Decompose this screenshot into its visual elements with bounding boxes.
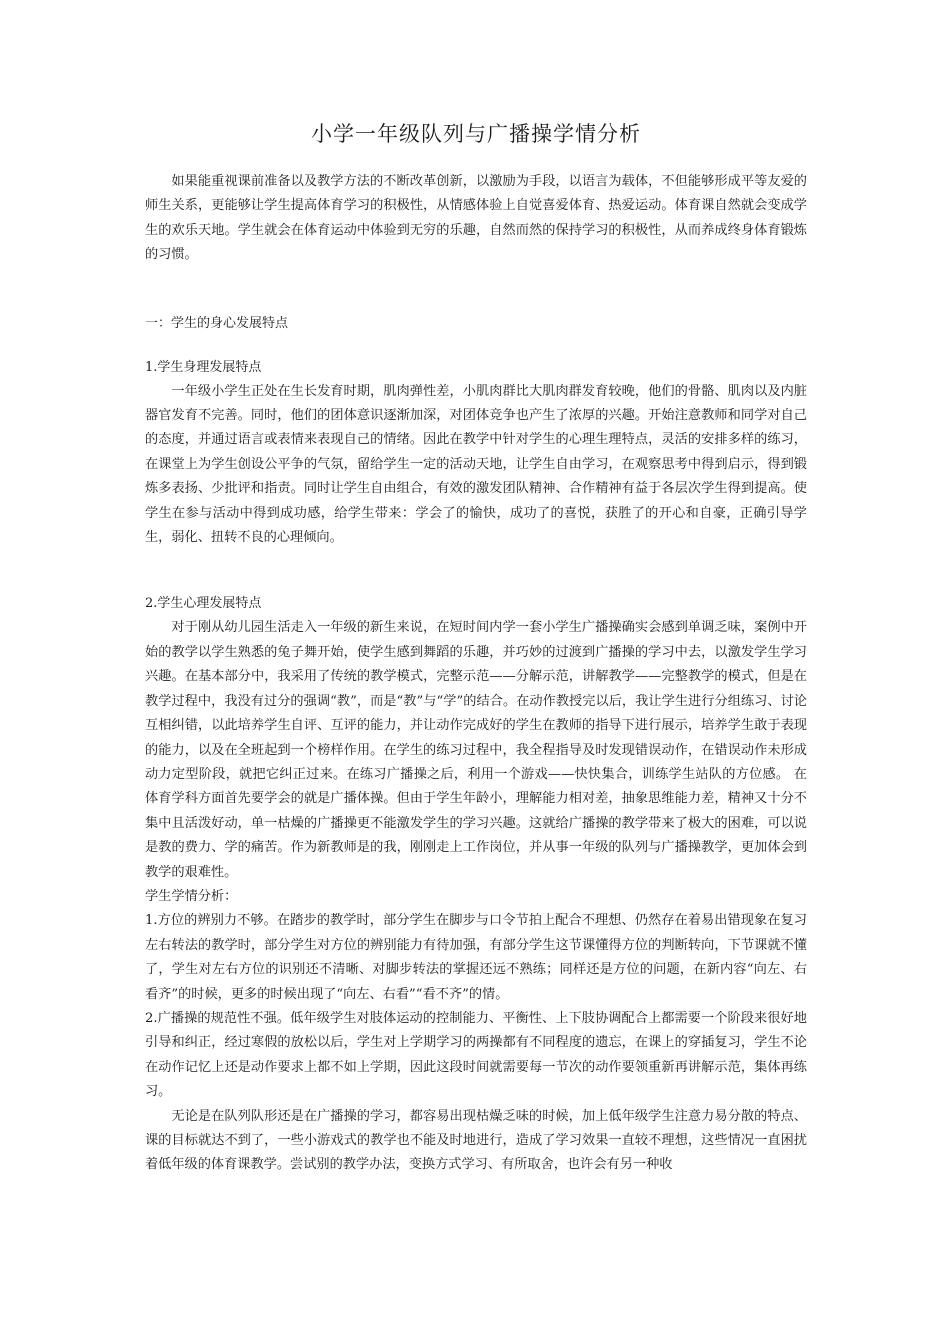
physical-development-paragraph: 一年级小学生正处在生长发育时期，肌肉弹性差，小肌肉群比大肌肉群发育较晚，他们的骨骼、肌肉以及内脏器官发育不完善。同时，他们的团体意识逐渐加深，对团体竞争也产生了浓厚的兴趣。开始注意教师和同学对自己的态度，并通过语言或表情来表现自己的情绪。因此在教学中针对学生的心理生理特点，灵活的安排多样的练习，在课堂上为学生创设公平争的气氛，留给学生一定的活动天地，让学生自由学习，在观察思考中得到启示，得到锻炼多表扬、少批评和指责。同时让学生自由组合，有效的激发团队精神、合作精神有益于各层次学生得到提高。使学生在参与活动中得到成功感，给学生带来：学会了的愉快，成功了的喜悦，获胜了的开心和自豪，正确引导学生，弱化、扭转不良的心理倾向。 [145, 383, 807, 546]
spacer [145, 550, 807, 592]
subsection-heading-physical: 1.学生身理发展特点 [145, 359, 262, 375]
section-heading: 一：学生的身心发展特点 [145, 315, 289, 331]
document-title: 小学一年级队列与广播操学情分析 [311, 122, 641, 146]
analysis-point-2: 2.广播操的规范性不强。低年级学生对肢体运动的控制能力、平衡性、上下肢协调配合上都需要一个阶段来很好地引导和纠正，经过寒假的放松以后，学生对上学期学习的两操都有不同程度的遗忘，在课上的穿插复习，学生不论在动作记忆上还是动作要求上都不如上学期，因此这段时间就需要每一节次的动作要领重新再讲解示范，集体再练习。 [145, 1010, 807, 1100]
spacer [145, 336, 807, 356]
intro-paragraph: 如果能重视课前准备以及教学方法的不断改革创新，以激励为手段，以语言为载体，不但能够形成平等友爱的师生关系，更能够让学生提高体育学习的积极性，从情感体验上自觉喜爱体育、热爱运动。体育课自然就会变成学生的欢乐天地。学生就会在体育运动中体验到无穷的乐趣，自然而然的保持学习的积极性，从而养成终身体育锻炼的习惯。 [145, 174, 807, 263]
psychological-development-paragraph: 对于刚从幼儿园生活走入一年级的新生来说，在短时间内学一套小学生广播操确实会感到单调乏味，案例中开始的教学以学生熟悉的兔子舞开始，使学生感到舞蹈的乐趣，并巧妙的过渡到广播操的学习中去，以激发学生学习兴趣。在基本部分中，我采用了传统的教学模式，完整示范——分解示范，讲解教学——完整教学的模式，但是在教学过程中，我没有过分的强调“教”，而是“教”与“学”的结合。在动作教授完以后，我让学生进行分组练习、讨论互相纠错，以此培养学生自评、互评的能力，并让动作完成好的学生在教师的指导下进行展示，培养学生敢于表现的能力，以及在全班起到一个榜样作用。在学生的练习过程中，我全程指导及时发现错误动作，在错误动作未形成动力定型阶段，就把它纠正过来。在练习广播操之后，利用一个游戏——快快集合，训练学生站队的方位感。 在体育学科方面首先要学会的就是广播体操。但由于学生年龄小，理解能力相对差，抽象思维能力差，精神又十分不集中且活泼好动，单一枯燥的广播操更不能激发学生的学习兴趣。这就给广播操的教学带来了极大的困难，可以说是教的费力、学的痛苦。作为新教师是的我，刚刚走上工作岗位，并从事一年级的队列与广播操教学，更加体会到教学的艰难性。 [145, 620, 807, 880]
spacer [145, 268, 807, 312]
closing-paragraph: 无论是在队列队形还是在广播操的学习，都容易出现枯燥乏味的时候，加上低年级学生注意力易分散的特点、课的目标就达不到了，一些小游戏式的教学也不能及时地进行，造成了学习效果一直较不理想，这些情况一直困扰着低年级的体育课教学。尝试别的教学办法，变换方式学习、有所取舍，也许会有另一种收 [145, 1108, 807, 1173]
document-page [145, 118, 807, 1178]
analysis-heading: 学生学情分析： [145, 888, 238, 904]
analysis-point-1: 1.方位的辨别力不够。在踏步的教学时，部分学生在脚步与口令节拍上配合不理想、仍然存在着易出错现象在复习左右转法的教学时，部分学生对方位的辨别能力有待加强，有部分学生这节课懂得方位的判断转向，下节课就不懂了，学生对左右方位的识别还不清晰、对脚步转法的掌握还远不熟练；同样还是方位的问题，在新内容“向左、右看齐”的时候，更多的时候出现了“向左、右看”“看不齐”的情。 [145, 913, 807, 1002]
subsection-heading-psychological: 2.学生心理发展特点 [145, 596, 262, 612]
